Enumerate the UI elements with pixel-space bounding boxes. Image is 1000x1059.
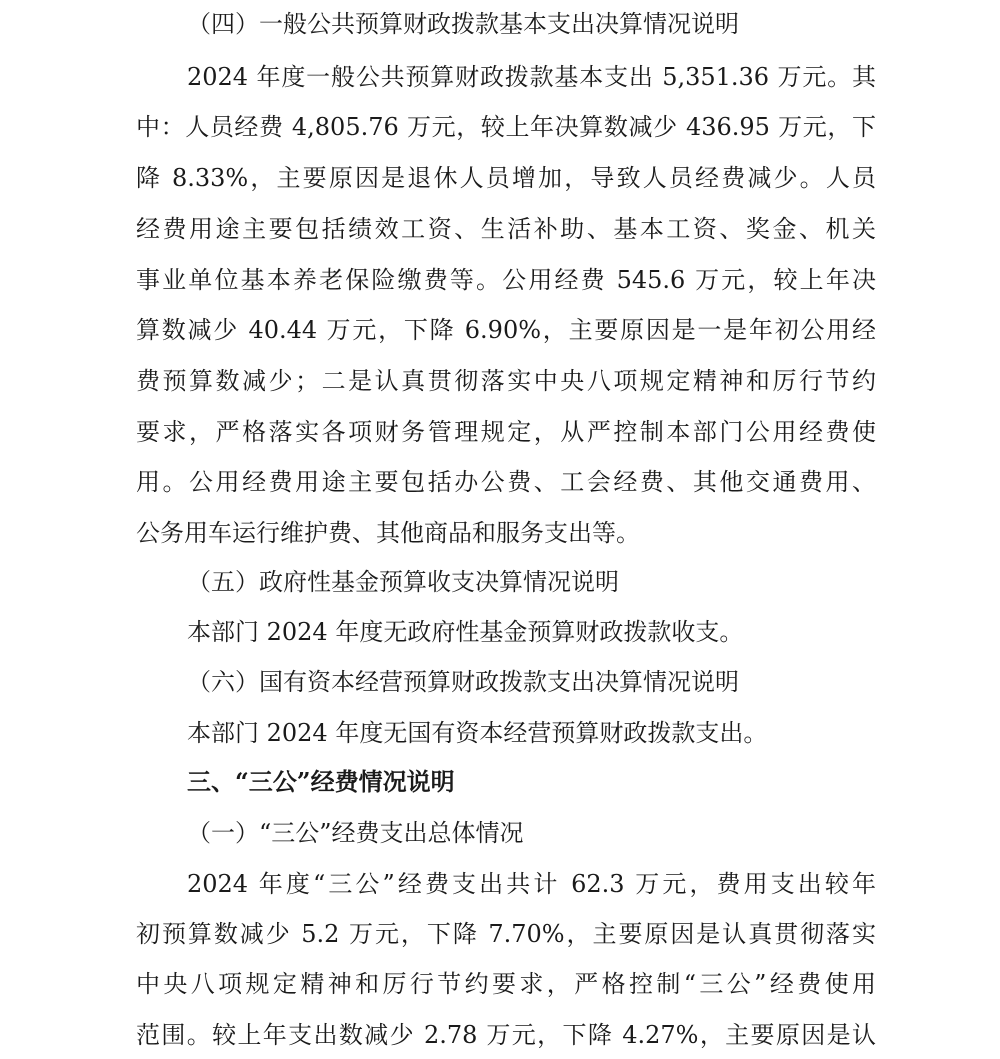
- paragraph-line: 初预算数减少 5.2 万元，下降 7.70%，主要原因是认真贯彻落实: [136, 920, 876, 948]
- paragraph-government-fund: 本部门 2024 年度无政府性基金预算财政拨款收支。: [187, 618, 744, 646]
- paragraph-line: 事业单位基本养老保险缴费等。公用经费 545.6 万元，较上年决: [136, 266, 876, 294]
- paragraph-line: 中：人员经费 4,805.76 万元，较上年决算数减少 436.95 万元，下: [136, 113, 876, 141]
- heading-government-fund: （五）政府性基金预算收支决算情况说明: [187, 568, 619, 596]
- heading-three-public-overall: （一）“三公”经费支出总体情况: [187, 819, 524, 847]
- heading-budget-basic-expenditure: （四）一般公共预算财政拨款基本支出决算情况说明: [187, 10, 739, 38]
- heading-state-capital: （六）国有资本经营预算财政拨款支出决算情况说明: [187, 668, 739, 696]
- paragraph-line: 降 8.33%，主要原因是退休人员增加，导致人员经费减少。人员: [136, 164, 876, 192]
- paragraph-line: 算数减少 40.44 万元，下降 6.90%，主要原因是一是年初公用经: [136, 316, 876, 344]
- paragraph-line: 中央八项规定精神和厉行节约要求，严格控制“三公”经费使用: [136, 970, 876, 998]
- paragraph-line: 要求，严格落实各项财务管理规定，从严控制本部门公用经费使: [136, 418, 876, 446]
- paragraph-line: 用。公用经费用途主要包括办公费、工会经费、其他交通费用、: [136, 468, 876, 496]
- paragraph-line: 公务用车运行维护费、其他商品和服务支出等。: [136, 519, 640, 547]
- paragraph-line: 费预算数减少；二是认真贯彻落实中央八项规定精神和厉行节约: [136, 367, 876, 395]
- paragraph-line: 2024 年度一般公共预算财政拨款基本支出 5,351.36 万元。其: [187, 63, 876, 91]
- section-title-three-public: 三、“三公”经费情况说明: [187, 767, 455, 796]
- paragraph-line: 范围。较上年支出数减少 2.78 万元，下降 4.27%，主要原因是认: [136, 1021, 876, 1049]
- paragraph-line: 2024 年度“三公”经费支出共计 62.3 万元，费用支出较年: [187, 870, 876, 898]
- paragraph-line: 经费用途主要包括绩效工资、生活补助、基本工资、奖金、机关: [136, 215, 876, 243]
- paragraph-state-capital: 本部门 2024 年度无国有资本经营预算财政拨款支出。: [187, 719, 768, 747]
